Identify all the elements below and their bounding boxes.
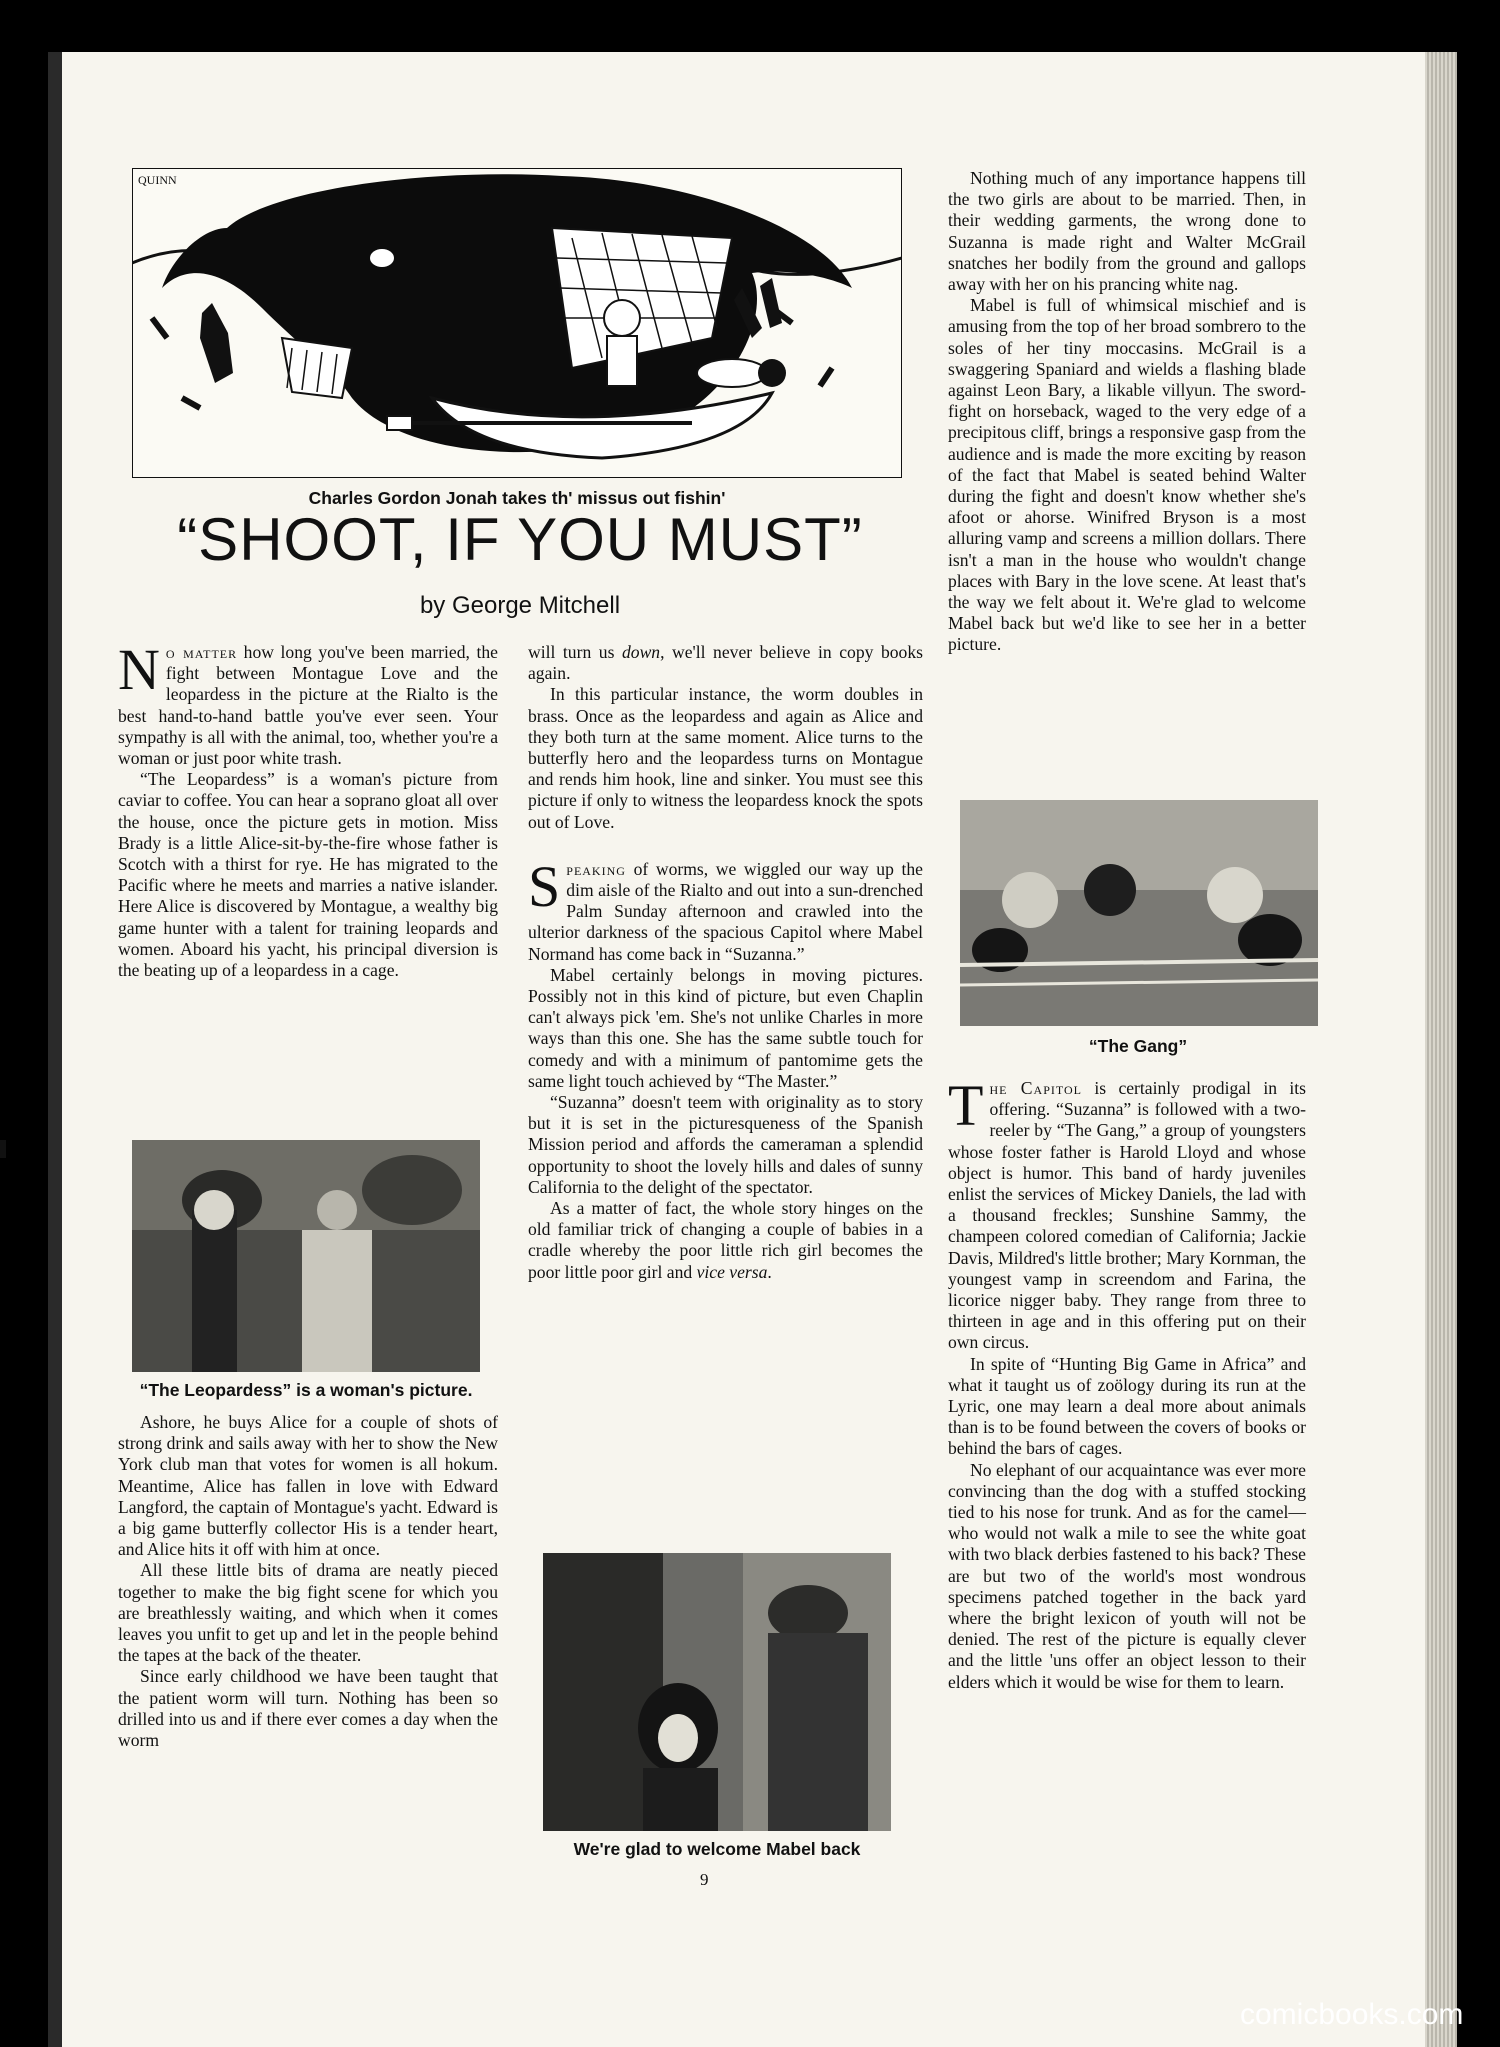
paragraph: In this particular instance, the worm doubles in brass. Once as the leopardess and again as Alice and they both turn at the same moment. Alice turns to the butterfly hero and the leopardess turns on Montague and rends him hook, line and sinker. You must see this picture if only to witness the leopardess knock the spots out of Love.	[528, 684, 923, 832]
paragraph-text: of worms, we wiggled our way up the dim aisle of the Rialto and out into a sun-drenched Palm Sunday afternoon and crawled into the ulterior darkness of the spacious Capitol where Mabel Normand has come back in “Suzanna.”	[528, 858, 923, 964]
paragraph-text: .	[767, 1261, 772, 1282]
emphasis: down	[621, 642, 661, 662]
paragraph: “The Leopardess” is a woman's picture from caviar to coffee. You can hear a soprano gloat all over the house, once the picture gets in motion. Miss Brady is a little Alice-sit-by-the-fire whose father is Scotch with a thirst for rye. He has migrated to the Pacific where he meets and marries a native islander. Here Alice is discovered by Montague, a wealthy big game hunter with a talent for training leopards and women. Aboard his yacht, his principal diversion is the beating up of a leopardess in a cage.	[118, 769, 498, 981]
paragraph-text: how long you've been married, the fight between Montague Love and the leopardess in the picture at the Rialto is the best hand-to-hand battle you've ever seen. Your sympathy is all with the animal, too, whether you're a woman or just poor white trash.	[118, 642, 498, 769]
artist-signature: QUINN	[138, 173, 177, 187]
book-spine	[48, 52, 62, 2047]
paragraph-text: is certainly prodigal in its offering. “Suzanna” is followed with a two-reeler by “The Gang,” a group of youngsters whose foster father is Harold Lloyd and whose object is humor. This band of hardy juveniles enlist the services of Mickey Daniels, the lad with a thousand freckles; Sunshine Sammy, the champeen colored comedian of California; Jackie Davis, Mildred's little brother; Mary Kornman, the youngest vamp in screendom and Farina, the licorice nigger baby. They range from three to thirteen in age and in this offering put on their own circus.	[948, 1078, 1306, 1353]
photo-the-gang	[960, 800, 1318, 1026]
lead-in: he Capitol	[989, 1078, 1082, 1098]
emphasis: vice versa	[696, 1261, 768, 1282]
byline: by George Mitchell	[419, 592, 621, 619]
paragraph-text: will turn us	[528, 642, 622, 662]
photo-caption-leopardess: “The Leopardess” is a woman's picture.	[139, 1380, 473, 1400]
photo-mabel	[543, 1553, 891, 1831]
paragraph: Mabel is full of whimsical mischief and is amusing from the top of her broad sombrero to the soles of her tiny moccasins. McGrail is a swaggering Spaniard and wields a flashing blade against Leon Bary, a likable villyun. The sword-fight on horseback, waged to the very edge of a precipitous cliff, brings a responsive gasp from the audience and is made the more exciting by reason of the fact that Mabel is seated behind Walter during the fight and doesn't know whether she's afoot or ahorse. Winifred Bryson is a most alluring vamp and screens a million dollars. There isn't a man in the house who wouldn't change places with Bary in the love scene. At least that's the way we felt about it. We're glad to welcome Mabel back but we'd like to see her in a better picture.	[948, 295, 1306, 655]
lead-in: o matter	[165, 642, 238, 662]
paragraph: Mabel certainly belongs in moving pictures. Possibly not in this kind of picture, but even Chaplin can't always pick 'em. She's not unlike Charles in more ways than this one. She has the same subtle touch for comedy and with a minimum of pantomime gets the same light touch achieved by “The Master.”	[528, 964, 923, 1091]
paragraph: Ashore, he buys Alice for a couple of shots of strong drink and sails away with her to show the New York club man that votes for women is all hokum. Meantime, Alice has fallen in love with Edward Langford, the captain of Montague's yacht. Edward is a big game butterfly collector His is a tender heart, and Alice hits it off with him at once.	[118, 1412, 498, 1560]
paragraph: In spite of “Hunting Big Game in Africa” and what it taught us of zoölogy during its run at the Lyric, one may learn a deal more about animals than is to be found between the covers of books or behind the bars of cages.	[948, 1353, 1306, 1459]
paragraph	[528, 642, 923, 684]
column-1-top	[118, 637, 498, 981]
cartoon-illustration	[132, 168, 902, 478]
paragraph-text: As a matter of fact, the whole story hinges on the old familiar trick of changing a couple of babies in a cradle whereby the poor little rich girl becomes the poor little poor girl and	[528, 1198, 923, 1282]
paragraph	[118, 637, 498, 769]
paragraph	[528, 1198, 923, 1283]
photo-caption-mabel: We're glad to welcome Mabel back	[573, 1839, 861, 1859]
lead-in: peaking	[566, 858, 626, 879]
paragraph-text: , we'll never believe in copy books again.	[528, 642, 923, 684]
paragraph: Nothing much of any importance happens till the two girls are about to be married. Then, in their wedding garments, the wrong done to Suzanna is made right and Walter McGrail snatches her bodily from the ground and gallops away with her on his prancing white nag.	[948, 168, 1306, 295]
paragraph	[528, 853, 923, 965]
site-watermark: comicbooks.com	[1240, 1998, 1464, 2031]
drop-cap: T	[948, 1073, 984, 1138]
paragraph	[948, 1073, 1306, 1354]
drop-cap: S	[528, 853, 561, 919]
column-1-bottom	[118, 1412, 498, 1751]
scan-mark	[0, 1140, 6, 1158]
paragraph: No elephant of our acquaintance was ever more convincing than the dog with a stuffed stocking tied to his nose for trunk. And as for the camel—who would not walk a mile to see the white goat with two black derbies fastened to his back? These are but two of the world's most wondrous specimens patched together in the back yard where the bright lexicon of youth will not be denied. The rest of the picture is equally clever and the little 'uns offer an object lesson to their elders which it would be wise for them to learn.	[948, 1459, 1306, 1692]
paragraph: All these little bits of drama are neatly pieced together to make the big fight scene for which you are breathlessly waiting, and which when it comes leaves you unfit to get up and let in the people behind the tapes at the back of the theater.	[118, 1560, 498, 1666]
photo-caption-the-gang: “The Gang”	[1088, 1036, 1188, 1056]
column-3-bottom	[948, 1073, 1306, 1693]
scan-top-border	[0, 0, 1500, 52]
illustration-caption: Charles Gordon Jonah takes th' missus out fishin'	[308, 488, 726, 508]
paragraph: Since early childhood we have been taught that the patient worm will turn. Nothing has been so drilled into us and if there ever comes a day when the worm	[118, 1666, 498, 1751]
paragraph: “Suzanna” doesn't teem with originality as to story but it is set in the picturesqueness of the Spanish Mission period and affords the cameraman a splendid opportunity to shoot the lovely hills and dales of sunny California to the delight of the spectator.	[528, 1092, 923, 1197]
page-edge-stack	[1425, 52, 1457, 2047]
drop-cap: N	[118, 637, 160, 702]
column-2	[528, 642, 923, 1283]
page-number: 9	[700, 1870, 709, 1889]
column-3-top	[948, 168, 1306, 656]
photo-leopardess	[132, 1140, 480, 1372]
article-title: “SHOOT, IF YOU MUST”	[177, 506, 863, 573]
